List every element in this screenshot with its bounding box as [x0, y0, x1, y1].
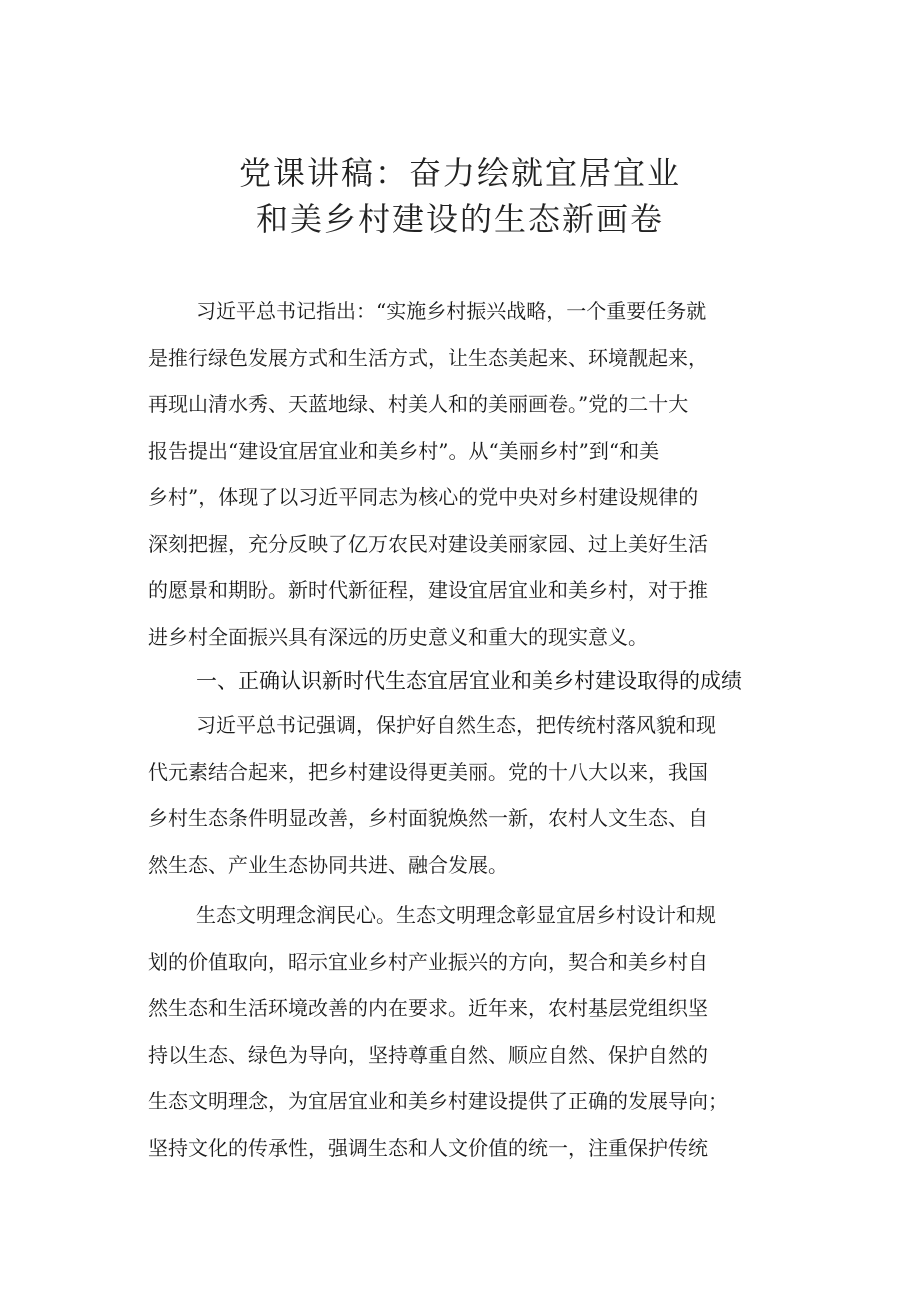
text-line: 代元素结合起来，把乡村建设得更美丽。党的十八大以来，我国: [148, 759, 708, 784]
text-line: 乡村”，体现了以习近平同志为核心的党中央对乡村建设规律的: [148, 485, 699, 509]
text-line: 习近平总书记指出：“实施乡村振兴战略，一个重要任务就: [196, 299, 707, 323]
text-line: 坚持文化的传承性，强调生态和人文价值的统一，注重保护传统: [148, 1135, 708, 1160]
paragraph-ecological-civilization: [148, 892, 803, 1171]
text-line: 深刻把握，充分反映了亿万农民对建设美丽家园、过上美好生活: [148, 531, 708, 556]
text-line: 报告提出“建设宜居宜业和美乡村”。从“美丽乡村”到“和美: [148, 438, 660, 463]
document-body: [148, 288, 803, 1171]
paragraph-achievements: [148, 702, 803, 888]
title-line: 党课讲稿：奋力绘就宜居宜业: [238, 154, 681, 192]
text-line: 生态文明理念润民心。生态文明理念彰显宜居乡村设计和规: [196, 903, 716, 927]
text-line: 再现山清水秀、天蓝地绿、村美人和的美丽画卷。”党的二十大: [148, 392, 689, 416]
text-line: 持以生态、绿色为导向，坚持尊重自然、顺应自然、保护自然的: [148, 1042, 708, 1067]
text-line: 然生态、产业生态协同共进、融合发展。: [148, 852, 508, 877]
text-line: 进乡村全面振兴具有深远的历史意义和重大的现实意义。: [148, 624, 648, 649]
text-line: 的愿景和期盼。新时代新征程，建设宜居宜业和美乡村，对于推: [148, 578, 708, 602]
text-line: 乡村生态条件明显改善，乡村面貌焕然一新，农村人文生态、自: [148, 806, 708, 830]
text-line: 生态文明理念，为宜居宜业和美乡村建设提供了正确的发展导向；: [148, 1089, 728, 1113]
text-line: 划的价值取向，昭示宜业乡村产业振兴的方向，契合和美乡村自: [148, 949, 708, 974]
text-line: 然生态和生活环境改善的内在要求。近年来，农村基层党组织坚: [148, 996, 708, 1020]
title-line: 和美乡村建设的生态新画卷: [255, 200, 664, 238]
text-line: 是推行绿色发展方式和生活方式，让生态美起来、环境靓起来，: [148, 345, 708, 370]
text-line: 习近平总书记强调，保护好自然生态，把传统村落风貌和现: [196, 713, 716, 737]
document-title: [0, 150, 920, 242]
paragraph-intro: [148, 288, 803, 660]
section-heading: 一、正确认识新时代生态宜居宜业和美乡村建设取得的成绩: [196, 669, 742, 693]
